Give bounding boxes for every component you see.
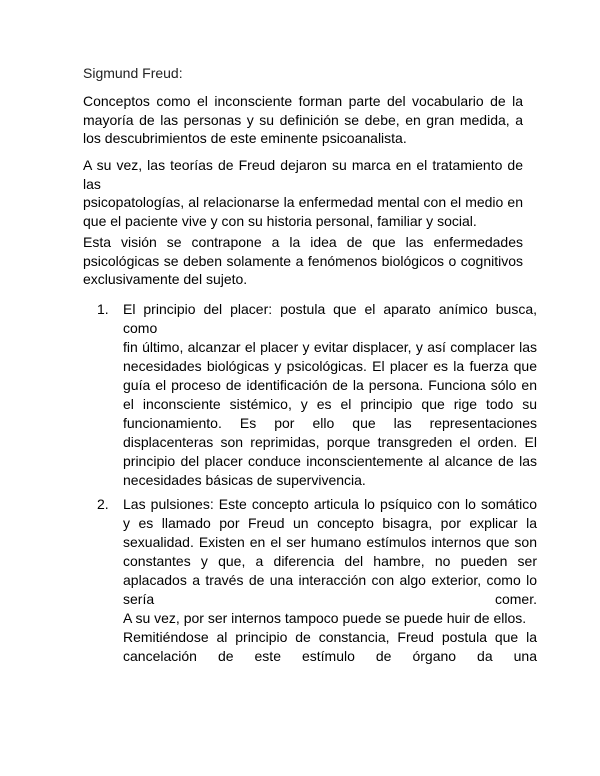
paragraph-contrast [83,233,523,289]
list-number: 2. [97,496,109,512]
list-line: Las pulsiones: Este concepto articula lo psíquico con lo somático [123,496,537,512]
list-item [83,300,537,490]
paragraph-line: psicopatologías, al relacionarse la enfermedad mental con el medio en [83,194,523,210]
list-line: cancelación de este estímulo de órgano da una [123,648,537,664]
paragraph-psychopathology [83,156,523,230]
list-line: sexualidad. Existen en el ser humano estímulos internos que son [123,534,537,550]
numbered-list-item-2 [83,495,537,666]
list-line: y es llamado por Freud un concepto bisagra, por explicar la [123,515,537,531]
list-number: 1. [97,301,109,317]
paragraph-line: Esta visión se contrapone a la idea de que las enfermedades [83,234,523,250]
list-line: el inconsciente sistémico, y es el principio que rige todo su [123,396,537,412]
paragraph-line: A su vez, las teorías de Freud dejaron su marca en el tratamiento de las [83,157,523,192]
list-item-body [123,495,537,666]
paragraph-line: exclusivamente del sujeto. [83,271,248,287]
list-line: fin último, alcanzar el placer y evitar displacer, y así complacer las [123,339,537,355]
list-line: funcionamiento. Es por ello que las representaciones [123,415,537,431]
list-line: aplacados a través de una interacción con algo exterior, como lo [123,572,537,588]
paragraph-line: mayoría de las personas y su definición se debe, en gran medida, a [83,111,523,128]
list-line: El principio del placer: postula que el aparato anímico busca, como [123,301,537,336]
list-line: sería comer. [123,591,537,607]
numbered-list-item-1 [83,300,537,490]
document-title: Sigmund Freud: [83,65,183,81]
paragraph-line: Conceptos como el inconsciente forman parte del vocabulario de la [83,93,523,109]
list-item [83,495,537,666]
paragraph-line: que el paciente vive y con su historia personal, familiar y social. [83,212,477,229]
list-line: A su vez, por ser internos tampoco puede se puede huir de ellos. [123,610,527,626]
list-line: necesidades biológicas y psicológicas. El placer es la fuerza que [123,358,537,374]
list-item-body [123,300,537,490]
list-line: Remitiéndose al principio de constancia, Freud postula que la [123,629,537,645]
list-line: displacenteras son reprimidas, porque transgreden el orden. El [123,434,537,450]
list-line: constantes y que, a diferencia del hambre, no pueden ser [123,553,537,569]
list-line: principio del placer conduce inconscientemente al alcance de las [123,453,537,469]
paragraph-line: psicológicas se deben solamente a fenómenos biológicos o cognitivos [83,252,523,269]
paragraph-line: los descubrimientos de este eminente psicoanalista. [83,130,407,146]
list-line: necesidades básicas de supervivencia. [123,472,366,488]
list-line: guía el proceso de identificación de la persona. Funciona sólo en [123,377,537,393]
paragraph-intro [83,92,523,148]
